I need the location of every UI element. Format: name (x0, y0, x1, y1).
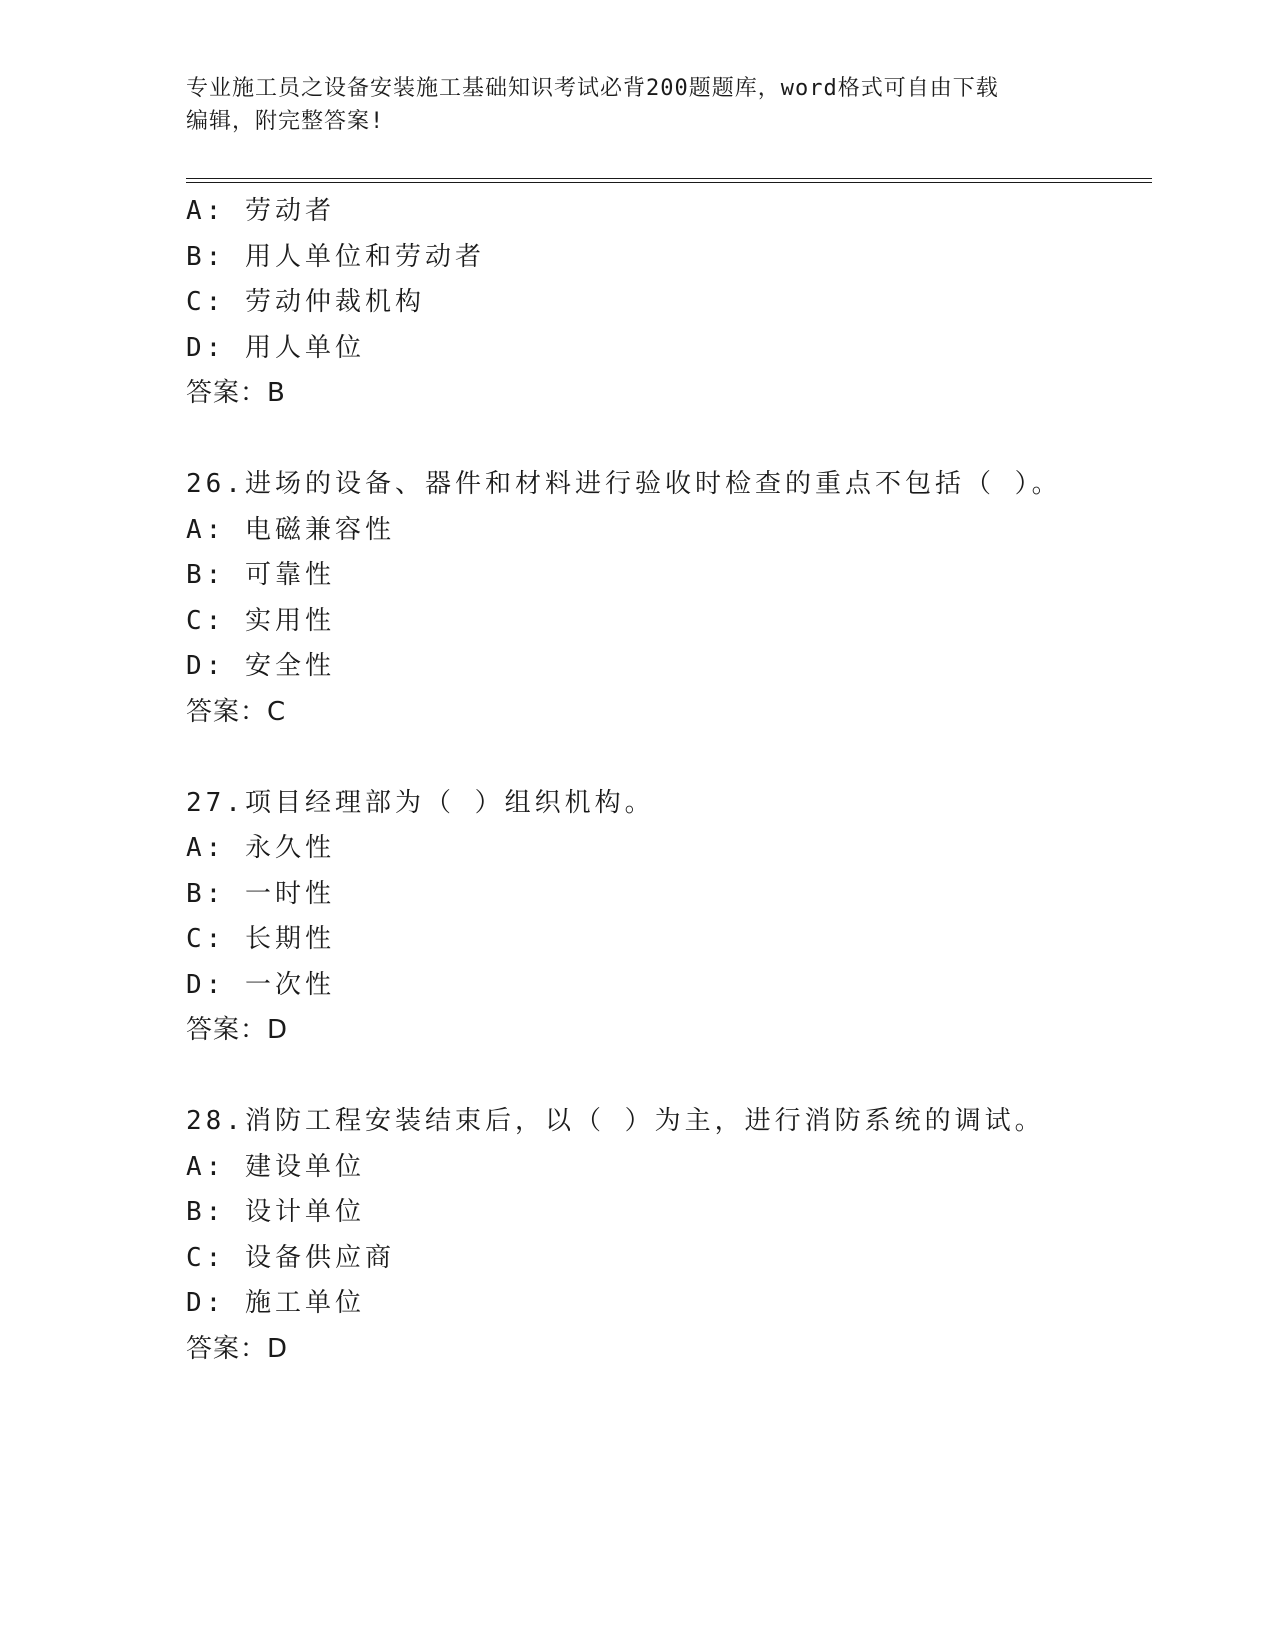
option-a: A: 永久性 (186, 833, 335, 863)
spacer (186, 417, 1152, 463)
header-line-1: 专业施工员之设备安装施工基础知识考试必背200题题库，word格式可自由下载 (186, 76, 999, 101)
option-b: B: 一时性 (186, 878, 335, 909)
question-block-25 (186, 189, 1152, 417)
document-header (186, 72, 1086, 138)
answer-line: 答案：C (186, 696, 287, 727)
header-divider-top (186, 178, 1152, 179)
question-stem: 28.消防工程安装结束后，以（ ）为主，进行消防系统的调试。 (186, 1106, 1045, 1136)
question-block-26 (186, 462, 1152, 735)
spacer (186, 1054, 1152, 1100)
header-line-2: 编辑，附完整答案! (186, 109, 385, 134)
option-a: A: 电磁兼容性 (186, 514, 395, 545)
option-d: D: 施工单位 (186, 1288, 365, 1318)
option-d: D: 用人单位 (186, 332, 365, 363)
answer-line: 答案：D (186, 1015, 289, 1045)
option-a: A: 建设单位 (186, 1151, 365, 1182)
option-b: B: 可靠性 (186, 560, 335, 590)
question-stem: 26.进场的设备、器件和材料进行验收时检查的重点不包括（ ）。 (186, 469, 1062, 499)
option-c: C: 长期性 (186, 924, 335, 954)
answer-line: 答案：B (186, 378, 286, 408)
option-d: D: 一次性 (186, 969, 335, 1000)
option-b: B: 设计单位 (186, 1197, 365, 1227)
question-block-28 (186, 1099, 1152, 1372)
header-divider-bottom (186, 182, 1152, 183)
question-block-27 (186, 781, 1152, 1054)
option-a: A: 劳动者 (186, 196, 335, 226)
option-c: C: 实用性 (186, 605, 335, 636)
option-c: C: 设备供应商 (186, 1242, 395, 1273)
option-d: D: 安全性 (186, 651, 335, 681)
spacer (186, 735, 1152, 781)
question-list (186, 189, 1152, 1372)
option-c: C: 劳动仲裁机构 (186, 287, 425, 317)
answer-line: 答案：D (186, 1333, 289, 1364)
question-stem: 27.项目经理部为（ ）组织机构。 (186, 787, 655, 818)
option-b: B: 用人单位和劳动者 (186, 241, 485, 272)
